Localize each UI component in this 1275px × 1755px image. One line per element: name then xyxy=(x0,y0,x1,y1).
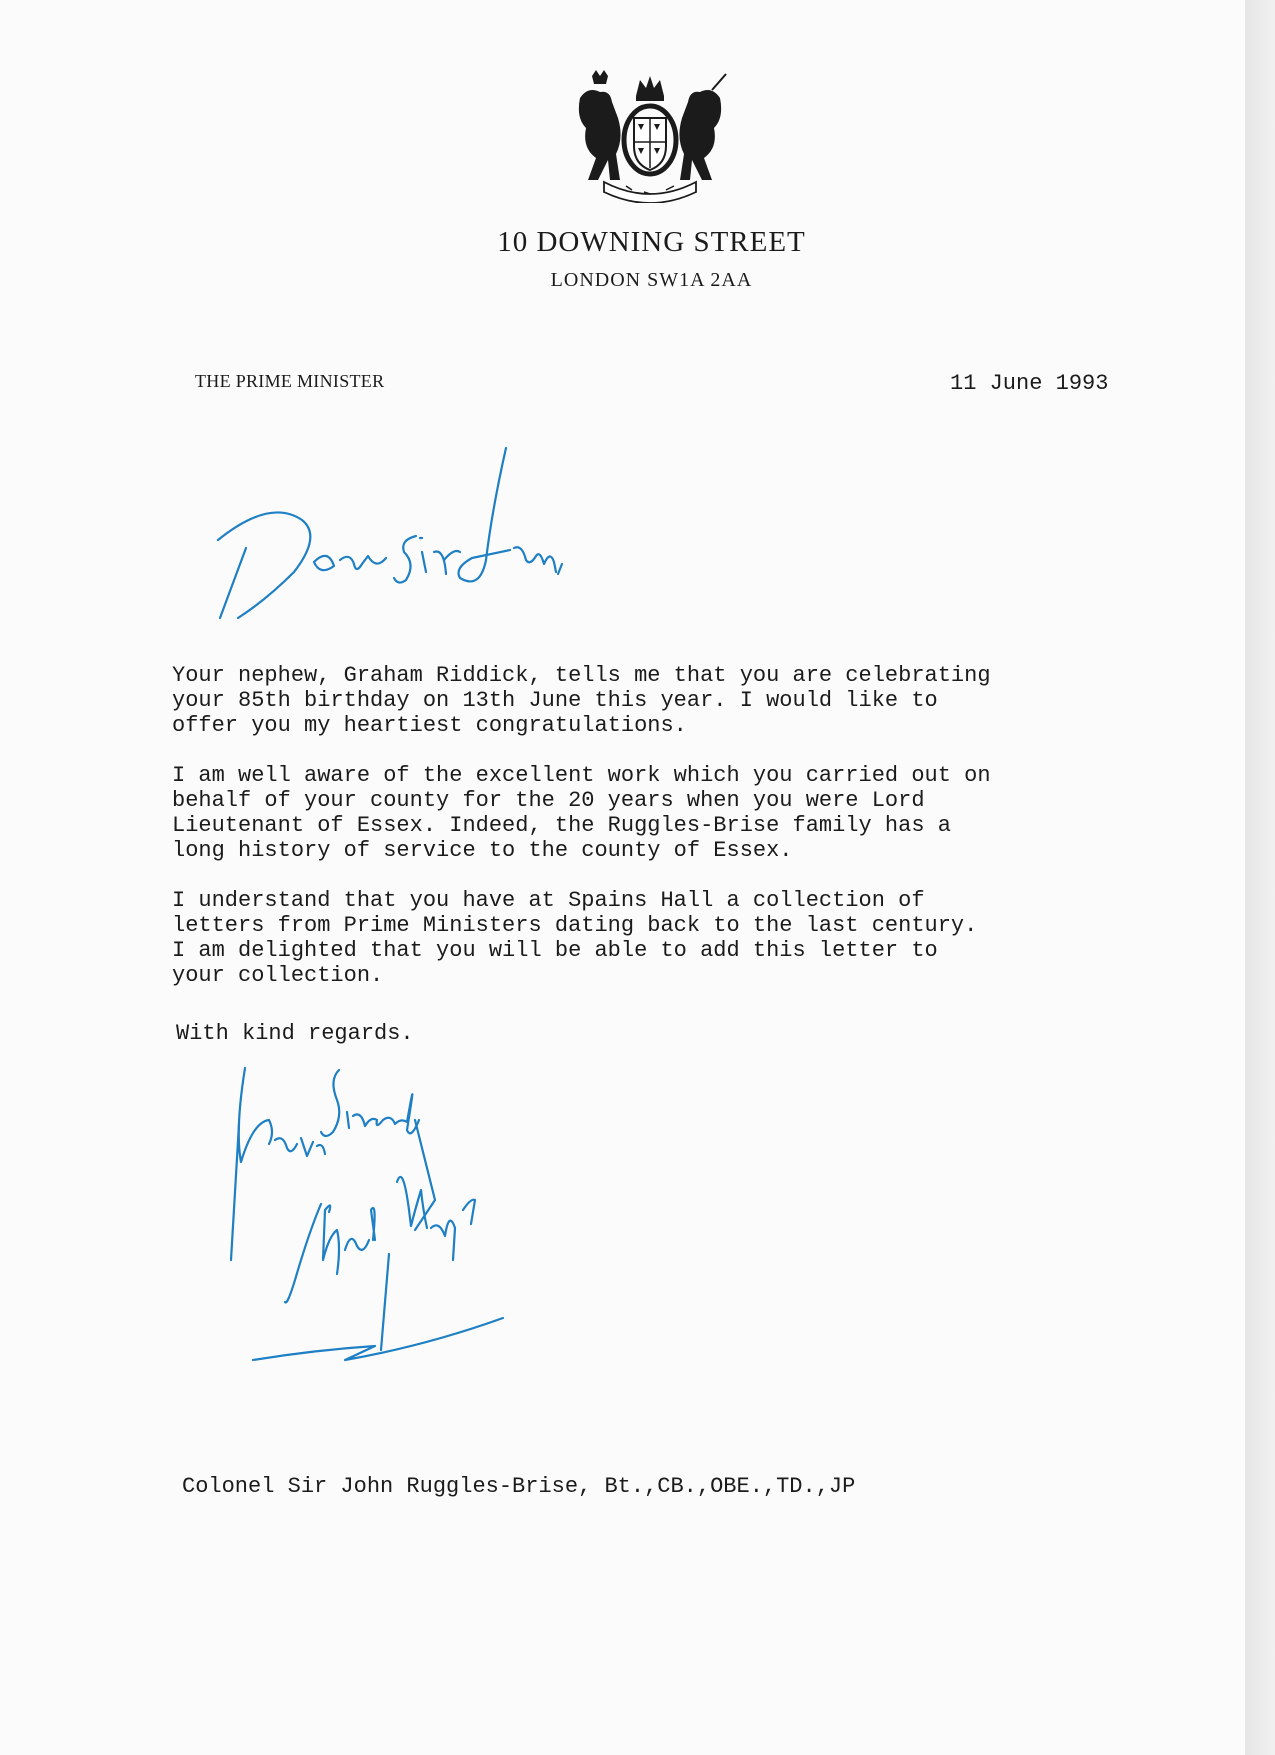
body-paragraph-1: Your nephew, Graham Riddick, tells me that you are celebrating your 85th birthday on 13th June this year. I would like to offer you my heartiest congratulations. xyxy=(172,663,991,738)
body-paragraph-3: I understand that you have at Spains Hall a collection of letters from Prime Ministers dating back to the last century. I am delighted that you will be able to add this letter to your collection. xyxy=(172,888,978,988)
sender-title: THE PRIME MINISTER xyxy=(195,371,385,391)
handwritten-signature xyxy=(225,1060,585,1370)
handwritten-salutation xyxy=(210,440,570,630)
scan-background-edge xyxy=(1245,0,1275,1755)
letter-body xyxy=(172,663,1172,1013)
closing-line: With kind regards. xyxy=(176,1021,414,1046)
addressee-line: Colonel Sir John Ruggles-Brise, Bt.,CB.,OBE.,TD.,JP xyxy=(182,1474,856,1499)
letterhead-address-line2: LONDON SW1A 2AA xyxy=(550,269,753,291)
letterhead-address-line1: 10 DOWNING STREET xyxy=(497,226,806,258)
royal-coat-of-arms-icon xyxy=(570,68,730,203)
letter-date: 11 June 1993 xyxy=(950,371,1109,396)
body-paragraph-2: I am well aware of the excellent work which you carried out on behalf of your county for the 20 years when you were Lord Lieutenant of Essex. Indeed, the Ruggles-Brise family has a long history of service to the county of Essex. xyxy=(172,763,991,863)
